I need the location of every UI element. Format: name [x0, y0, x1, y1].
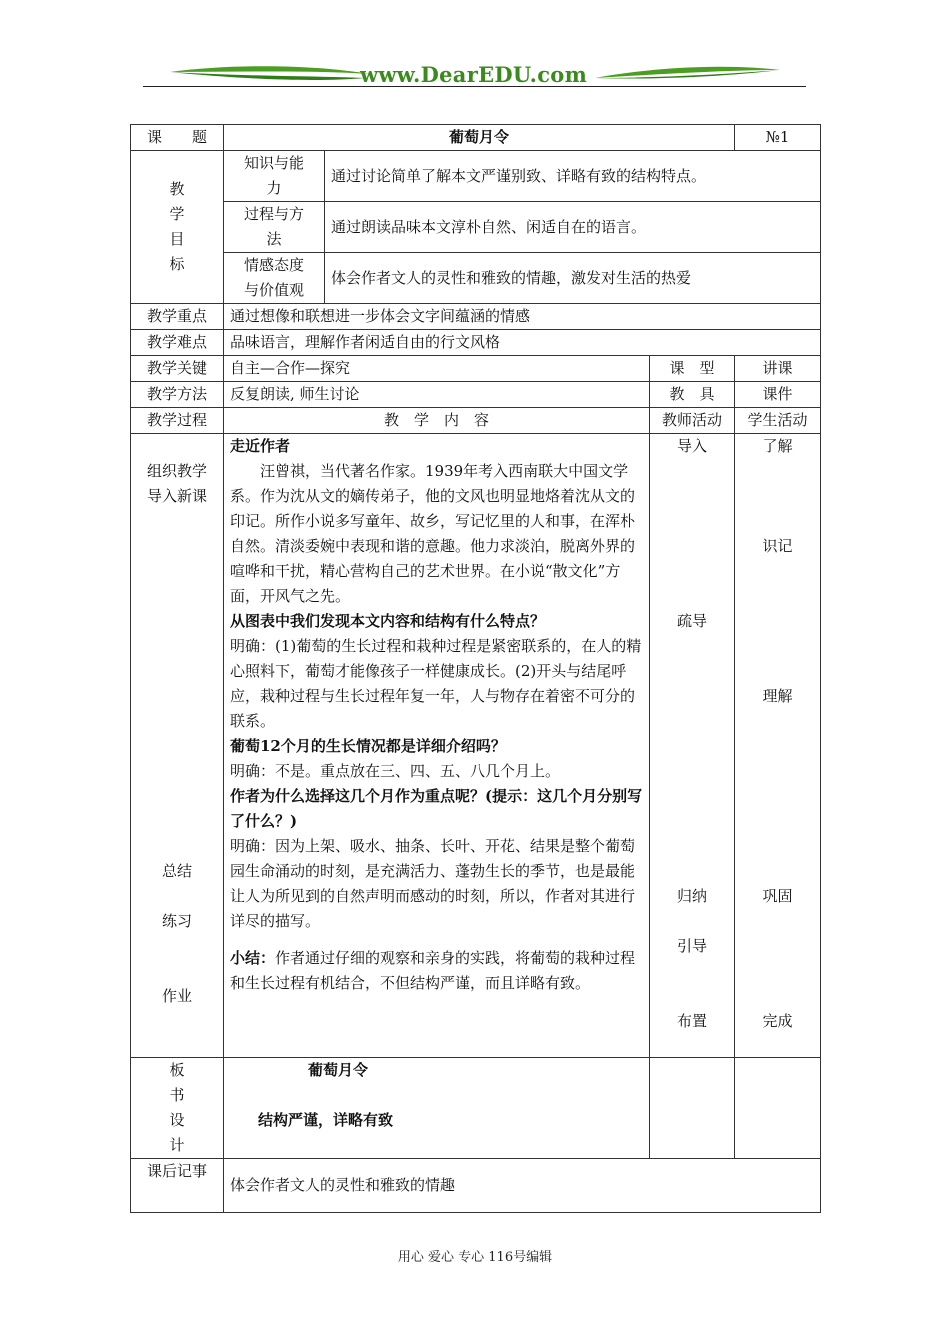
objective-text: 通过朗读品味本文淳朴自然、闲适自在的语言。 — [325, 202, 821, 253]
board-design-row — [131, 1058, 821, 1159]
teacher-activity-column — [650, 434, 735, 1058]
objective-row — [131, 202, 821, 253]
method-label: 教学方法 — [131, 382, 224, 408]
teacher-activity: 归纳 — [677, 887, 708, 905]
teacher-activity-header: 教师活动 — [650, 408, 735, 434]
process-header-row — [131, 408, 821, 434]
board-title: 葡萄月令 — [308, 1061, 369, 1079]
class-type-label: 课 型 — [650, 356, 735, 382]
board-label-char: 板 — [169, 1061, 185, 1079]
student-activity-column — [735, 434, 821, 1058]
objectives-label — [131, 151, 224, 304]
answer-3: 明确：因为上架、吸水、抽条、长叶、开花、结果是整个葡萄园生命涌动的时刻，是充满活力、蓬勃生长的季节，也是最能让人为所见到的自然声明而感动的时刻，所以，作者对其进行详尽的描写。 — [230, 837, 636, 930]
lesson-plan-table — [130, 124, 821, 1213]
lesson-number: №1 — [735, 125, 821, 151]
difficulty-label: 教学难点 — [131, 330, 224, 356]
objective-text: 通过讨论简单了解本文严谨别致、详略有致的结构特点。 — [325, 151, 821, 202]
key-point-row — [131, 304, 821, 330]
process-content — [224, 434, 650, 1058]
key-row — [131, 356, 821, 382]
key-label: 教学关键 — [131, 356, 224, 382]
student-activity: 理解 — [762, 687, 793, 705]
stage-summary: 总结 — [161, 862, 192, 880]
objective-text: 体会作者文人的灵性和雅致的情趣，激发对生活的热爱 — [325, 253, 821, 304]
objectives-label-char: 标 — [169, 255, 185, 273]
objective-category-line: 法 — [266, 230, 282, 248]
objective-category-line: 与价值观 — [243, 281, 304, 299]
student-activity: 了解 — [762, 437, 793, 455]
teacher-activity: 布置 — [677, 1012, 708, 1030]
board-label-char: 设 — [169, 1111, 185, 1129]
objective-category-line: 情感态度 — [243, 256, 304, 274]
question-1: 从图表中我们发现本文内容和结构有什么特点？ — [230, 612, 546, 630]
topic-label: 课 题 — [131, 125, 224, 151]
summary-text: 作者通过仔细的观察和亲身的实践，将葡萄的栽种过程和生长过程有机结合，不但结构严谨，而且详略有致。 — [230, 949, 636, 992]
after-class-row — [131, 1159, 821, 1213]
objective-category-line: 力 — [266, 179, 282, 197]
after-class-text: 体会作者文人的灵性和雅致的情趣 — [224, 1159, 821, 1213]
difficulty-row — [131, 330, 821, 356]
board-empty-cell — [650, 1058, 735, 1159]
key-point-label: 教学重点 — [131, 304, 224, 330]
process-label: 教学过程 — [131, 408, 224, 434]
stage-practice: 练习 — [161, 912, 192, 930]
topic-row — [131, 125, 821, 151]
site-logo-text[interactable]: www.DearEDU.com — [360, 62, 588, 87]
teacher-activity: 导入 — [677, 437, 708, 455]
objectives-label-char: 学 — [169, 205, 185, 223]
author-intro-paragraph: 汪曾祺，当代著名作家。1939年考入西南联大中国文学系。作为沈从文的嫡传弟子，他的文风也明显地烙着沈从文的印记。所作小说多写童年、故乡，写记忆里的人和事，在浑朴自然。清淡委婉中表现和谐的意趣。他力求淡泊，脱离外界的喧哗和干扰，精心营构自己的艺术世界。在小说“散文化”方面，开风气之先。 — [230, 462, 636, 605]
board-point: 结构严谨，详略有致 — [258, 1111, 394, 1129]
key-text: 自主—合作—探究 — [224, 356, 650, 382]
difficulty-text: 品味语言，理解作者闲适自由的行文风格 — [224, 330, 821, 356]
objective-category-line: 知识与能 — [243, 154, 304, 172]
question-2: 葡萄12个月的生长情况都是详细介绍吗？ — [230, 737, 506, 755]
objective-row — [131, 253, 821, 304]
objective-row — [131, 151, 821, 202]
method-text: 反复朗读, 师生讨论 — [224, 382, 650, 408]
process-stage-column — [131, 434, 224, 1058]
student-activity: 巩固 — [762, 887, 793, 905]
board-design-content — [224, 1058, 650, 1159]
header-rule — [143, 86, 806, 87]
content-header: 教 学 内 容 — [224, 408, 650, 434]
stage-homework: 作业 — [161, 987, 192, 1005]
teacher-activity: 疏导 — [677, 612, 708, 630]
objectives-label-char: 目 — [169, 230, 185, 248]
board-label-char: 书 — [169, 1086, 185, 1104]
method-row — [131, 382, 821, 408]
student-activity: 识记 — [762, 537, 793, 555]
student-activity-header: 学生活动 — [735, 408, 821, 434]
section-heading: 走近作者 — [230, 437, 291, 455]
objective-category — [224, 151, 325, 202]
board-design-label — [131, 1058, 224, 1159]
teacher-activity: 引导 — [677, 937, 708, 955]
answer-1: 明确：(1)葡萄的生长过程和栽种过程是紧密联系的，在人的精心照料下，葡萄才能像孩子一样健康成长。(2)开头与结尾呼应，栽种过程与生长过程年复一年，人与物存在着密不可分的联系。 — [230, 637, 642, 730]
board-empty-cell — [735, 1058, 821, 1159]
board-label-char: 计 — [169, 1136, 185, 1154]
class-type-value: 讲课 — [735, 356, 821, 382]
process-body-row — [131, 434, 821, 1058]
objective-category — [224, 253, 325, 304]
student-activity: 完成 — [762, 1012, 793, 1030]
stage-intro: 导入新课 — [146, 487, 207, 505]
key-point-text: 通过想像和联想进一步体会文字间蕴涵的情感 — [224, 304, 821, 330]
teaching-tool-label: 教 具 — [650, 382, 735, 408]
after-class-label: 课后记事 — [131, 1159, 224, 1213]
lesson-title: 葡萄月令 — [224, 125, 735, 151]
objective-category-line: 过程与方 — [243, 205, 304, 223]
objective-category — [224, 202, 325, 253]
objectives-label-char: 教 — [169, 180, 185, 198]
summary-paragraph — [230, 946, 643, 996]
answer-2: 明确：不是。重点放在三、四、五、八几个月上。 — [230, 762, 561, 780]
teaching-tool-value: 课件 — [735, 382, 821, 408]
page-footer: 用心 爱心 专心 116号编辑 — [397, 1250, 553, 1265]
stage-organize: 组织教学 — [146, 462, 207, 480]
summary-label: 小结： — [230, 949, 276, 967]
question-3: 作者为什么选择这几个月作为重点呢？(提示：这几个月分别写了什么？) — [230, 787, 643, 830]
